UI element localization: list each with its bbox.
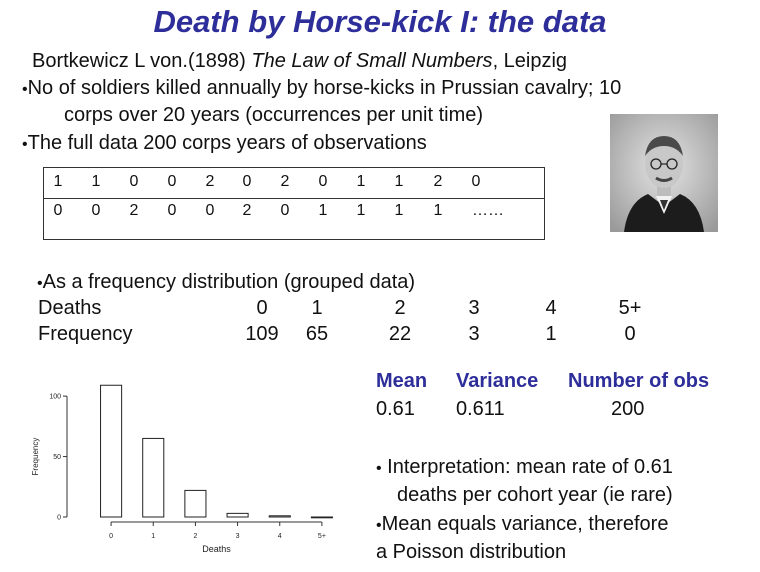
table-cell: 0: [129, 173, 139, 190]
bullet-dot-icon: •: [37, 275, 43, 292]
table-cell: 2: [242, 202, 252, 219]
bullet-2-line-1: The full data 200 corps years of observations: [27, 132, 427, 154]
y-axis-label: Frequency: [31, 437, 40, 476]
chart-labels: [31, 394, 326, 554]
x-tick-label: 1: [151, 533, 156, 540]
mean-value: 0.61: [376, 398, 415, 420]
table-cell: 1: [356, 202, 366, 219]
slide-title: Death by Horse-kick I: the data: [153, 4, 607, 39]
x-tick-label: 0: [109, 533, 114, 540]
table-cell: 0: [471, 173, 481, 190]
deaths-value: 3: [468, 297, 480, 319]
interpretation-1-line-1: Interpretation: mean rate of 0.61: [387, 456, 673, 478]
frequency-label: Frequency: [38, 323, 133, 345]
y-tick-label: 0: [57, 514, 61, 522]
bar: [101, 385, 122, 517]
frequency-value: 109: [245, 323, 279, 345]
deaths-value: 5+: [618, 297, 642, 319]
frequency-value: 1: [545, 323, 557, 345]
table-cell: 0: [205, 202, 215, 219]
frequency-value: 22: [388, 323, 412, 345]
y-tick-label: 100: [49, 393, 61, 401]
bullet-dot-icon: •: [376, 517, 382, 534]
bullet-2: [22, 132, 427, 155]
x-axis-label: Deaths: [202, 544, 231, 554]
interpretation-2-line-2: a Poisson distribution: [376, 541, 567, 563]
bar: [143, 438, 164, 517]
deaths-value: 0: [256, 297, 268, 319]
table-cell: 1: [394, 173, 404, 190]
table-cell: 2: [280, 173, 290, 190]
table-cell: 2: [129, 202, 139, 219]
table-cell: 1: [394, 202, 404, 219]
x-tick-label: 5+: [317, 533, 326, 540]
bar: [269, 516, 290, 517]
deaths-value: 1: [311, 297, 323, 319]
table-cell: 0: [167, 202, 177, 219]
table-cell: 0: [280, 202, 290, 219]
bar: [311, 517, 332, 518]
table-cell: 1: [91, 173, 101, 190]
table-cell: 0: [242, 173, 252, 190]
deaths-value: 2: [394, 297, 406, 319]
table-cell: 2: [205, 173, 215, 190]
deaths-value: 4: [545, 297, 557, 319]
table-cell: 1: [53, 173, 63, 190]
variance-header: Variance: [456, 370, 539, 392]
frequency-value: 3: [468, 323, 480, 345]
table-cell: 0: [167, 173, 177, 190]
raw-data-table: [43, 167, 545, 240]
table-row-divider: [44, 198, 544, 199]
table-cell: 1: [356, 173, 366, 190]
x-tick-label: 3: [235, 533, 240, 540]
freq-heading-text: As a frequency distribution (grouped data): [42, 271, 416, 293]
interpretation-2-line-1: Mean equals variance, therefore: [381, 513, 669, 535]
interpretation-bullet-1: [376, 456, 673, 479]
bullet-dot-icon: •: [22, 136, 28, 153]
deaths-label: Deaths: [38, 297, 102, 319]
frequency-value: 65: [305, 323, 329, 345]
mean-header: Mean: [376, 370, 428, 392]
table-cell: 1: [318, 202, 328, 219]
reference-book-title: The Law of Small Numbers: [251, 50, 493, 72]
table-cell: 1: [433, 202, 443, 219]
frequency-bar-chart: [25, 366, 347, 558]
table-cell: 0: [53, 202, 63, 219]
nobs-header: Number of obs: [568, 370, 710, 392]
bar: [227, 513, 248, 517]
portrait-photo: [610, 114, 718, 232]
table-cell: ……: [472, 202, 504, 219]
portrait-image: [610, 114, 718, 232]
y-tick-label: 50: [53, 454, 61, 462]
variance-value: 0.611: [456, 398, 505, 420]
table-cell: 2: [433, 173, 443, 190]
bullet-1: [22, 77, 621, 100]
nobs-value: 200: [611, 398, 645, 420]
chart-bars: [101, 385, 333, 518]
reference-line: [32, 50, 567, 73]
x-tick-label: 4: [277, 533, 282, 540]
bullet-1-line-2: corps over 20 years (occurrences per unit time): [64, 104, 484, 126]
table-cell: 0: [91, 202, 101, 219]
interpretation-bullet-2: [376, 513, 668, 536]
frequency-value: 0: [624, 323, 636, 345]
bullet-dot-icon: •: [376, 460, 382, 477]
table-cell: 0: [318, 173, 328, 190]
x-tick-label: 2: [193, 533, 198, 540]
interpretation-1-line-2: deaths per cohort year (ie rare): [397, 484, 673, 506]
freq-heading: [37, 271, 415, 294]
reference-author: Bortkewicz L von.(1898): [32, 50, 252, 72]
bullet-dot-icon: •: [22, 81, 28, 98]
reference-place: , Leipzig: [492, 50, 568, 72]
bar: [185, 490, 206, 517]
bullet-1-line-1: No of soldiers killed annually by horse-kicks in Prussian cavalry; 10: [27, 77, 622, 99]
